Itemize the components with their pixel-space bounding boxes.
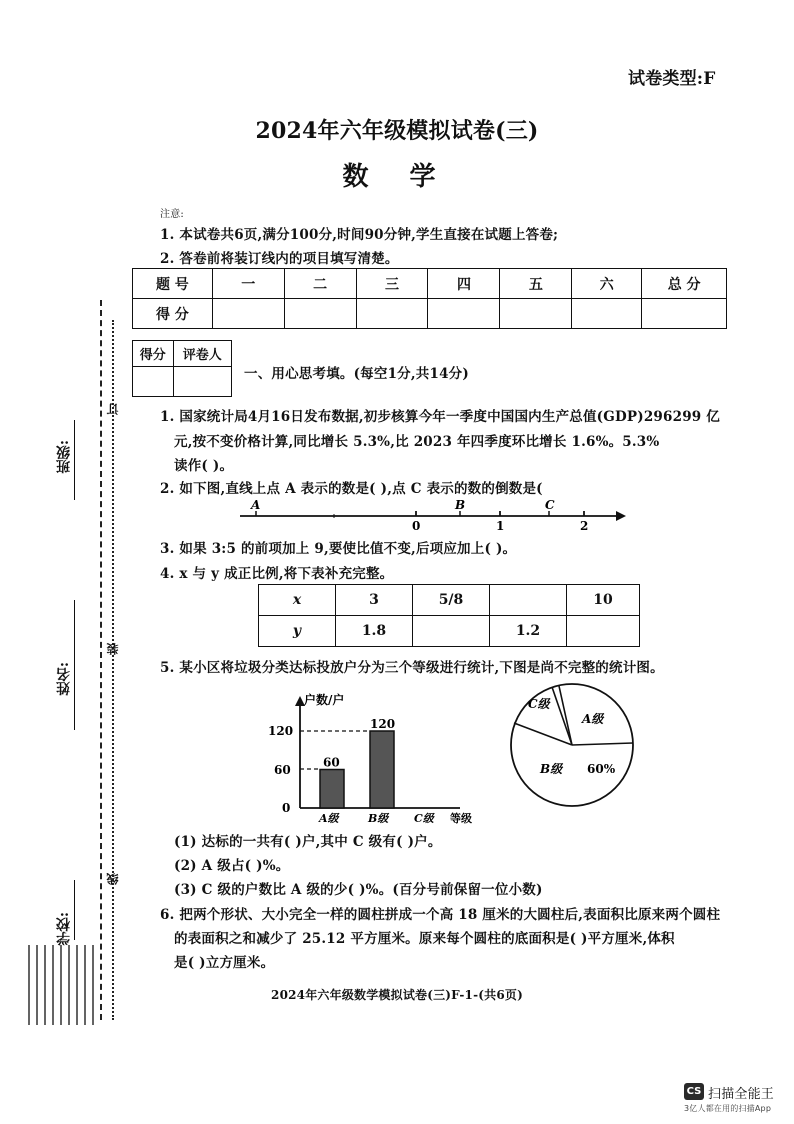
score-header-cell: 二 [284, 269, 356, 299]
q4-x-cell: 10 [567, 585, 640, 616]
page-footer: 2024年六年级数学模拟试卷(三)F-1-(共6页) [271, 988, 523, 1002]
score-blank [500, 299, 572, 329]
nl-tick-2: 2 [580, 519, 589, 533]
q6-line2: 的表面积之和减少了 25.12 平方厘米。原来每个圆柱的底面积是( )平方厘米,体积 [174, 931, 675, 947]
paper-type: 试卷类型:F [628, 69, 716, 89]
nl-label-b: B [455, 498, 466, 512]
scanner-brand: 扫描全能王 [708, 1087, 775, 1102]
score-header-cell: 总 分 [642, 269, 727, 299]
binding-mark-xian: 线 [106, 873, 120, 885]
exam-title: 2024年六年级模拟试卷(三) [255, 118, 539, 144]
q6-line3: 是( )立方厘米。 [174, 955, 275, 971]
score-header-cell: 四 [428, 269, 500, 299]
q6-line1: 6. 把两个形状、大小完全一样的圆柱拼成一个高 18 厘米的大圆柱后,表面积比原来两个圆柱 [160, 907, 721, 923]
binding-mark-zhuang: 装 [106, 643, 120, 655]
bar-a [320, 770, 344, 809]
q4-table [258, 584, 640, 647]
score-header-cell: 一 [212, 269, 284, 299]
q5-part2: (2) A 级占( )%。 [174, 858, 290, 874]
number-line [238, 494, 628, 534]
bar-ytick-60: 60 [274, 763, 291, 777]
pie-label-a: A级 [582, 712, 604, 726]
name-underline [74, 600, 75, 730]
section1-title: 一、用心思考填。(每空1分,共14分) [244, 366, 469, 382]
pie-label-b: B级 [540, 762, 563, 776]
score-header-cell: 六 [572, 269, 642, 299]
subject-title: 数 学 [342, 162, 452, 192]
q4-text: 4. x 与 y 成正比例,将下表补充完整。 [160, 566, 394, 582]
bar-ytick-0: 0 [282, 801, 291, 815]
score-blank [212, 299, 284, 329]
score-header-cell: 题 号 [133, 269, 213, 299]
school-underline [74, 880, 75, 940]
score-blank [572, 299, 642, 329]
school-label: 学校: [56, 912, 72, 946]
nl-label-c: C [545, 498, 555, 512]
q5-text: 5. 某小区将垃圾分类达标投放户分为三个等级进行统计,下图是尚不完整的统计图。 [160, 660, 664, 676]
grader-blank [133, 367, 174, 397]
q4-y-cell [413, 616, 490, 647]
nl-tick-1: 1 [496, 519, 505, 533]
grader-score-label: 得分 [133, 341, 174, 367]
score-row-label: 得 分 [133, 299, 213, 329]
q1-line1: 1. 国家统计局4月16日发布数据,初步核算今年一季度中国国内生产总值(GDP)296299 亿 [160, 409, 720, 425]
q4-y-cell: 1.8 [336, 616, 413, 647]
q4-y-cell: 1.2 [490, 616, 567, 647]
nl-label-a: A [251, 498, 261, 512]
q4-x-cell [490, 585, 567, 616]
score-table [132, 268, 727, 329]
class-label: 班级: [56, 440, 72, 474]
q3-text: 3. 如果 3:5 的前项加上 9,要使比值不变,后项应加上( )。 [160, 541, 517, 557]
score-header-cell: 五 [500, 269, 572, 299]
score-blank [642, 299, 727, 329]
binding-line [100, 300, 102, 1020]
pie-b-percent: 60% [587, 762, 616, 776]
grader-blank [173, 367, 231, 397]
bar-value-a: 60 [323, 755, 340, 770]
note-2: 2. 答卷前将装订线内的项目填写清楚。 [160, 251, 399, 267]
bar-xlabel: 等级 [450, 812, 472, 825]
scanner-logo-icon: CS [684, 1083, 704, 1100]
q5-part3: (3) C 级的户数比 A 级的少( )%。(百分号前保留一位小数) [174, 882, 543, 898]
grader-box [132, 340, 232, 397]
bar-cat-a: A级 [319, 812, 339, 825]
q4-y-label: y [259, 616, 336, 647]
score-blank [428, 299, 500, 329]
pie-chart [502, 675, 642, 815]
q4-x-label: x [259, 585, 336, 616]
nl-tick-0: 0 [412, 519, 421, 533]
note-1: 1. 本试卷共6页,满分100分,时间90分钟,学生直接在试题上答卷; [160, 227, 559, 243]
bar-value-b: 120 [370, 717, 396, 731]
q5-part1: (1) 达标的一共有( )户,其中 C 级有( )户。 [174, 834, 442, 850]
q4-x-cell: 3 [336, 585, 413, 616]
grader-name-label: 评卷人 [173, 341, 231, 367]
q4-y-cell [567, 616, 640, 647]
pie-label-c: C级 [528, 697, 550, 711]
bar-chart [260, 690, 500, 830]
binding-mark-ding: 订 [106, 403, 120, 415]
binding-line-inner [112, 320, 114, 1020]
bar-cat-c: C级 [414, 812, 434, 825]
notes-header: 注意: [160, 209, 184, 220]
q2-text: 2. 如下图,直线上点 A 表示的数是( ),点 C 表示的数的倒数是( [160, 481, 543, 497]
class-underline [74, 420, 75, 500]
score-blank [356, 299, 428, 329]
q4-x-cell: 5/8 [413, 585, 490, 616]
q1-line3: 读作( )。 [174, 458, 234, 474]
score-header-cell: 三 [356, 269, 428, 299]
score-blank [284, 299, 356, 329]
bar-cat-b: B级 [368, 812, 389, 825]
bar-ytick-120: 120 [268, 724, 294, 738]
bar-b [370, 731, 394, 808]
name-label: 姓名: [56, 662, 72, 696]
scanner-tagline: 3亿人都在用的扫描App [684, 1104, 772, 1113]
margin-dashes [28, 945, 98, 1025]
bar-ylabel: 户数/户 [304, 693, 345, 707]
q1-line2: 元,按不变价格计算,同比增长 5.3%,比 2023 年四季度环比增长 1.6%。5.3% [174, 434, 660, 450]
